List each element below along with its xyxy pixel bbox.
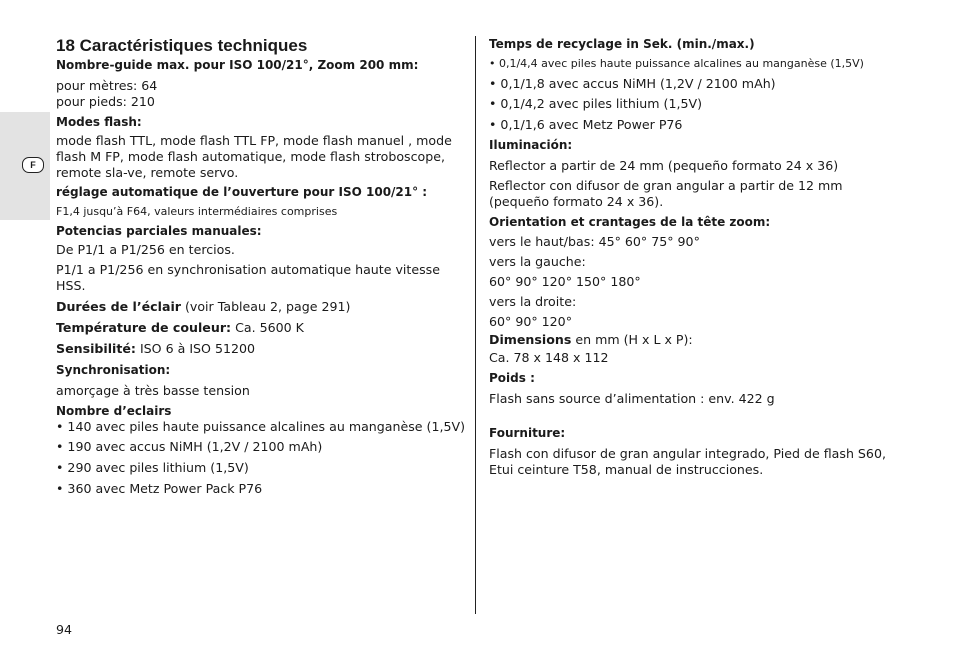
weight-text: Flash sans source d’alimentation : env. 422 g [489,391,775,406]
sensitivity-label: Sensibilité: [56,341,136,356]
recycle-item: • 0,1/1,6 avec Metz Power P76 [489,117,683,132]
dimensions-label: Dimensions [489,332,572,347]
dimensions-value: en mm (H x L x P): [571,332,693,347]
color-temperature-label: Température de couleur: [56,320,232,335]
illumination-heading: Iluminación: [489,138,573,152]
flash-modes-heading: Modes flash: [56,115,142,129]
page-title: 18 Caractéristiques techniques [56,36,308,55]
supply-text: Flash con difusor de gran angular integrado, Pied de flash S60, Etui ceinture T58, manual de instrucciones. [489,446,886,477]
flash-count-item: • 360 avec Metz Power Pack P76 [56,481,263,496]
flash-duration-label: Durées de l’éclair [56,299,181,314]
weight-heading: Poids : [489,371,535,385]
guide-number-feet: pour pieds: 210 [56,94,155,109]
zoom-heading: Orientation et crantages de la tête zoom: [489,215,771,229]
dimensions-text: Ca. 78 x 148 x 112 [489,350,609,365]
flash-duration-line [56,299,468,315]
guide-number-meters: pour mètres: 64 [56,78,158,93]
recycle-item: • 0,1/4,2 avec piles lithium (1,5V) [489,96,703,111]
aperture-heading: réglage automatique de l’ouverture pour ISO 100/21° : [56,185,428,199]
left-column [56,36,468,497]
partial-power-line-1: De P1/1 a P1/256 en tercios. [56,242,235,257]
recycle-heading: Temps de recyclage in Sek. (min./max.) [489,37,755,51]
zoom-up-down: vers le haut/bas: 45° 60° 75° 90° [489,234,700,249]
zoom-left-values: 60° 90° 120° 150° 180° [489,274,641,289]
partial-power-line-2: P1/1 a P1/256 en synchronisation automatique haute vitesse HSS. [56,262,440,293]
flash-modes-text: mode flash TTL, mode flash TTL FP, mode flash manuel , mode flash M FP, mode flash automatique, mode flash stroboscope, remote sla-ve, remote servo. [56,133,452,180]
flash-count-item: • 290 avec piles lithium (1,5V) [56,460,249,475]
sync-heading: Synchronisation: [56,363,171,377]
partial-power-heading: Potencias parciales manuales: [56,224,262,238]
sensitivity-value: ISO 6 à ISO 51200 [135,341,256,356]
sensitivity-line [56,341,468,357]
flash-duration-value: (voir Tableau 2, page 291) [180,299,351,314]
illumination-line-1: Reflector a partir de 24 mm (pequeño formato 24 x 36) [489,158,839,173]
recycle-item: • 0,1/4,4 avec piles haute puissance alcalines au manganèse (1,5V) [489,57,864,70]
page-number: 94 [56,622,73,637]
supply-heading: Fourniture: [489,426,566,440]
zoom-right-values: 60° 90° 120° [489,314,572,329]
color-temperature-value: Ca. 5600 K [231,320,304,335]
flash-count-item: • 140 avec piles haute puissance alcalines au manganèse (1,5V) [56,419,466,434]
zoom-right-label: vers la droite: [489,294,577,309]
color-temperature-line [56,320,468,336]
zoom-left-label: vers la gauche: [489,254,586,269]
aperture-text: F1,4 jusqu’à F64, valeurs intermédiaires comprises [56,205,338,218]
column-divider [475,36,476,614]
flash-count-heading: Nombre d’eclairs [56,404,172,418]
language-badge: F [22,157,44,173]
illumination-line-2: Reflector con difusor de gran angular a partir de 12 mm (pequeño formato 24 x 36). [489,178,843,209]
guide-number-heading: Nombre-guide max. pour ISO 100/21°, Zoom 200 mm: [56,58,419,72]
dimensions-line [489,332,904,348]
right-column [489,36,904,478]
flash-count-item: • 190 avec accus NiMH (1,2V / 2100 mAh) [56,439,323,454]
recycle-item: • 0,1/1,8 avec accus NiMH (1,2V / 2100 mAh) [489,76,776,91]
sync-text: amorçage à très basse tension [56,383,250,398]
